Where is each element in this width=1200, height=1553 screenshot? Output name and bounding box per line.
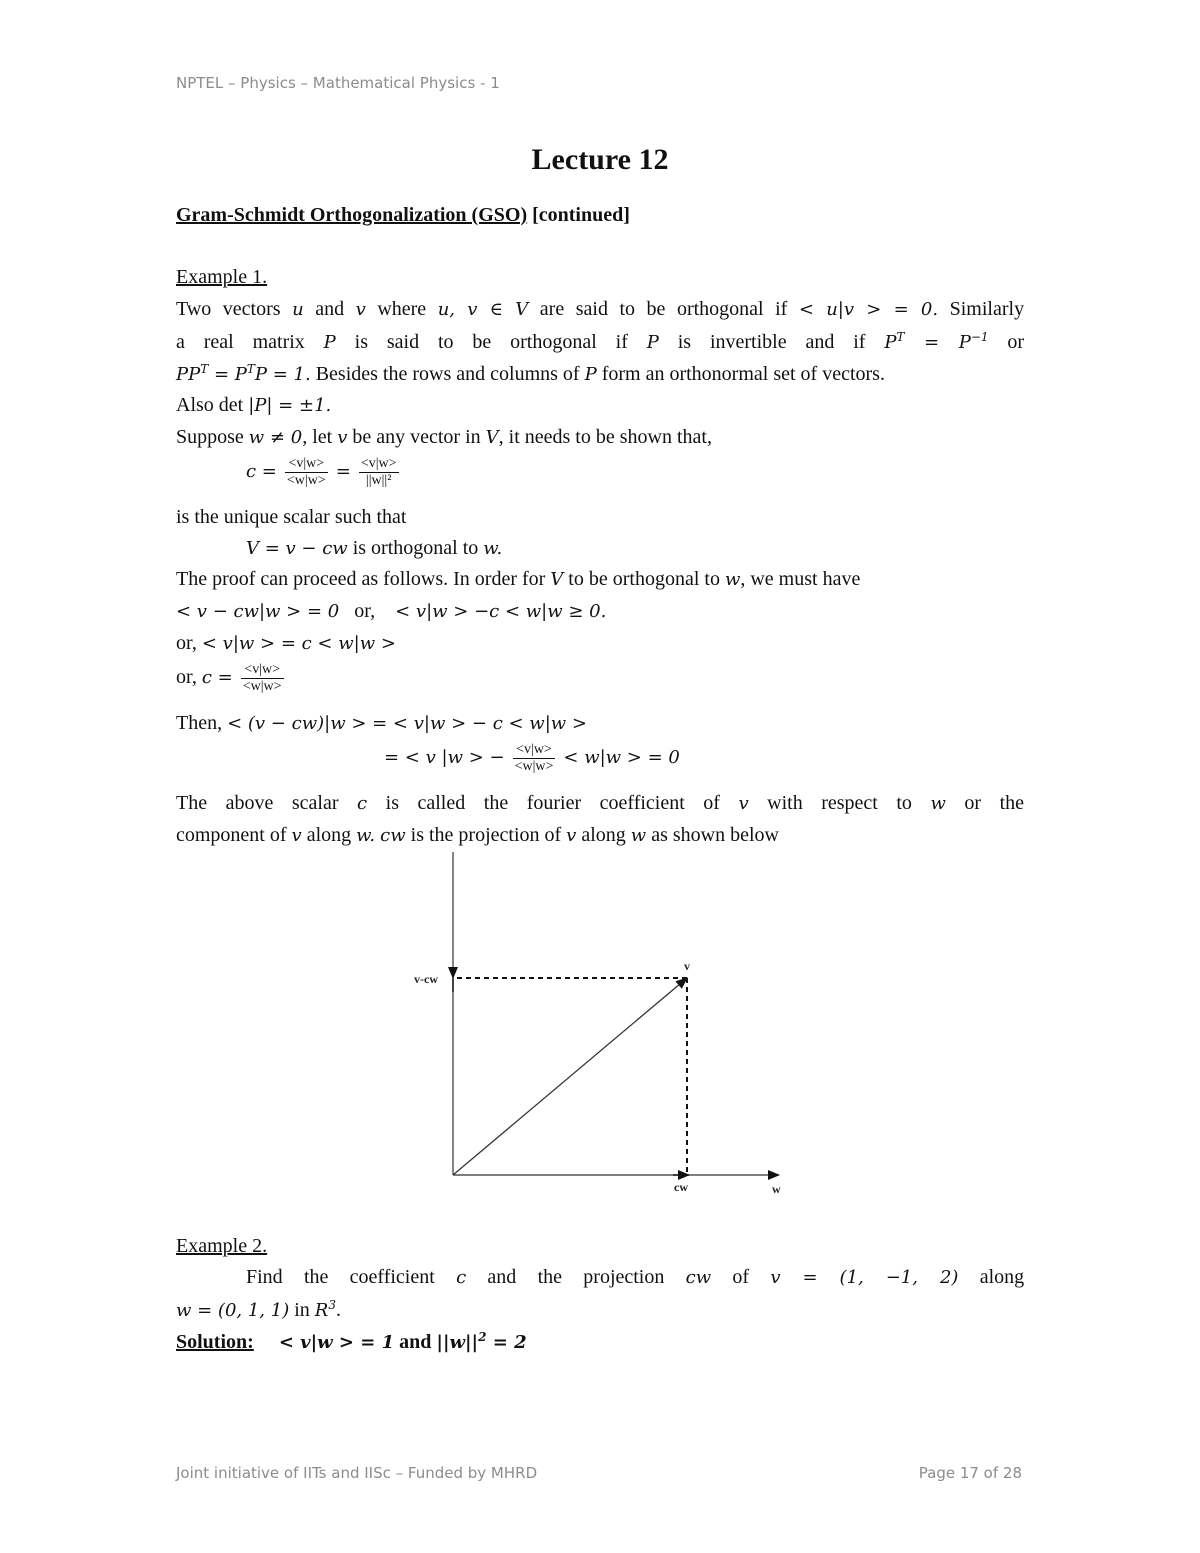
- example1-para3: $PP^T = P^TP = 1$. Besides the rows and columns of P form an orthonormal set of vectors.: [176, 362, 885, 385]
- example1-para14: The above scalar c is called the fourier coefficient of v with respect to w or the: [176, 792, 1024, 814]
- example1-para8: The proof can proceed as follows. In order for V to be orthogonal to w, we must have: [176, 568, 861, 590]
- section-heading: Gram-Schmidt Orthogonalization (GSO) [continued]: [176, 204, 630, 226]
- v-vector-arrow: [453, 978, 687, 1175]
- example1-para10: or, < v|w > = c < w|w >: [176, 632, 396, 654]
- example1-para7: V = v − cw is orthogonal to w.: [246, 537, 503, 559]
- example1-para4: Also det |P| = ±1.: [176, 394, 332, 416]
- solution-line: Solution: < v|w > = 1 and $||w||^2 = 2$: [176, 1330, 527, 1353]
- example1-para5: Suppose w ≠ 0, let v be any vector in V, it needs to be shown that,: [176, 426, 712, 448]
- running-header: NPTEL – Physics – Mathematical Physics - 1: [176, 74, 500, 92]
- footer-left: Joint initiative of IITs and IISc – Funded by MHRD: [176, 1464, 538, 1482]
- example1-para13: = < v |w > − $\frac{<v|w>}{<w|w>}$ < w|w > = 0: [384, 742, 680, 774]
- example1-para6: is the unique scalar such that: [176, 506, 407, 528]
- label-v-cw: v-cw: [414, 972, 438, 986]
- footer-page-number: Page 17 of 28: [918, 1464, 1022, 1482]
- label-w: w: [772, 1182, 781, 1196]
- example1-para15: component of v along w. cw is the projection of v along w as shown below: [176, 824, 779, 846]
- example2-para1: Find the coefficient c and the projection cw of v = (1, −1, 2) along: [246, 1266, 1025, 1288]
- example2-para2: w = (0, 1, 1) in $R^3$.: [176, 1298, 341, 1321]
- example1-para2: a real matrix P is said to be orthogonal if P is invertible and if $P^T = P^{-1}$ or: [176, 330, 1025, 353]
- page-title: Lecture 12: [531, 143, 669, 176]
- example1-para11: or, c = $\frac{<v|w>}{<w|w>}$: [176, 662, 282, 694]
- example1-para9: < v − cw|w > = 0 or, < v|w > −c < w|w ≥ 0.: [176, 600, 607, 622]
- example1-label: Example 1.: [176, 266, 268, 288]
- label-v: v: [684, 959, 690, 973]
- example2-label: Example 2.: [176, 1235, 268, 1257]
- label-cw: cw: [674, 1180, 688, 1194]
- formula-c-definition: c = $\frac{<v|w>}{<w|w>}$ = $\frac{<v|w>}{\text{||w||²}}$: [246, 456, 397, 488]
- example1-para12: Then, < (v − cw)|w > = < v|w > − c < w|w >: [176, 712, 587, 734]
- example1-para1: Two vectors u and v where u, v ∈ V are said to be orthogonal if < u|v > = 0. Similarly: [176, 298, 1025, 320]
